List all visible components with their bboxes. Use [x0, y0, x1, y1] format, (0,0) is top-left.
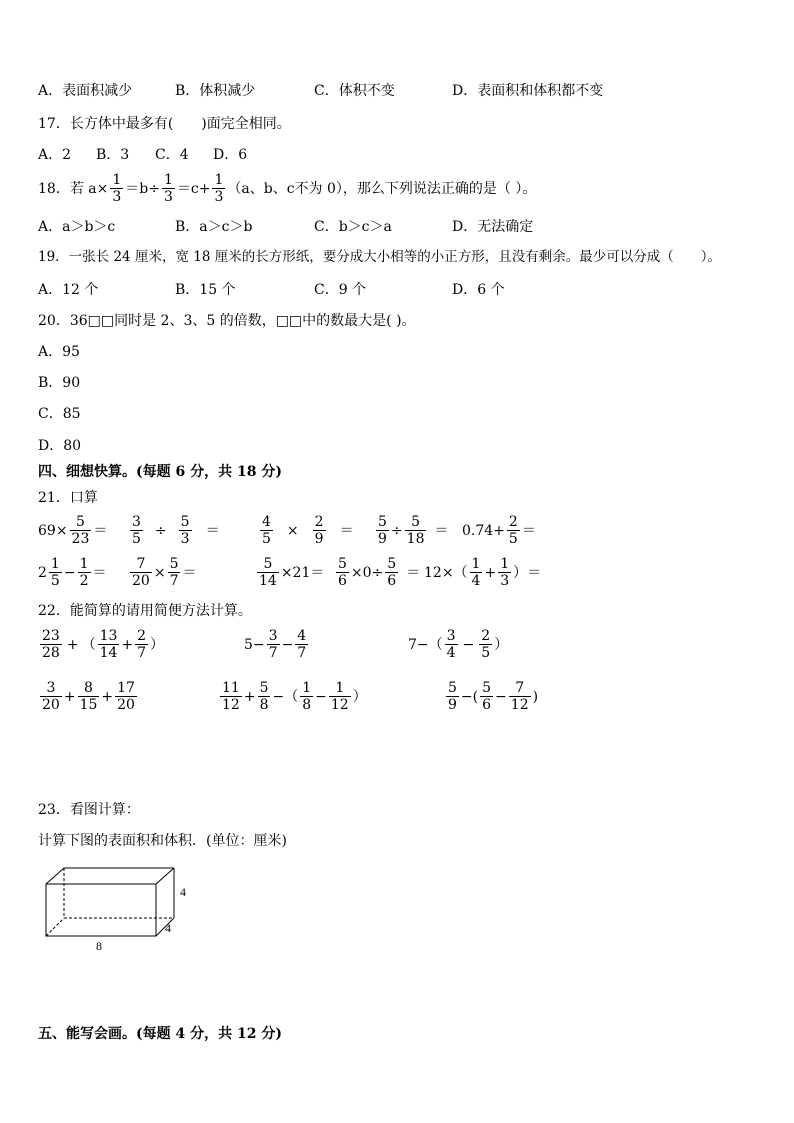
calc-item: 2 1 5 − $\frac{1}{2}$ ＝	[38, 556, 107, 589]
q22-stem: 22．能简算的请用简便方法计算。	[38, 603, 252, 619]
calc-item: $\frac{5}{6}$ ×0÷ $\frac{5}{6}$ ＝	[338, 556, 421, 589]
calc-item: $\frac{5}{9}$ ÷ $\frac{5}{18}$ ＝	[378, 514, 449, 547]
option-b: B．a＞c＞b	[175, 219, 253, 235]
option-d: D．无法确定	[452, 219, 534, 235]
q21-stem: 21．口算	[38, 490, 98, 506]
option-d: D．6	[213, 147, 248, 163]
calc-item: 12×（ 1 4 + $\frac{1}{3}$ ）＝	[424, 556, 542, 589]
option-c: C．4	[155, 147, 189, 163]
section-4-title: 四、细想快算。(每题 6 分，共 18 分)	[38, 464, 282, 480]
q20-option-d: D．80	[38, 438, 82, 454]
q20-option-a: A．95	[38, 344, 80, 360]
option-c: C．b＞c＞a	[314, 219, 392, 235]
option-d: D．表面积和体积都不变	[452, 83, 604, 99]
option-b: B．体积减少	[175, 83, 256, 99]
option-d: D．6 个	[452, 282, 505, 298]
calc-item: 5− $\frac{3}{7}$ − $\frac{4}{7}$	[244, 628, 307, 661]
height-label: 4	[180, 885, 186, 899]
calc-item: $\frac{5}{14}$ ×21＝	[259, 556, 325, 589]
fraction: $\frac{1}{3}$	[214, 172, 224, 205]
section-5-title: 五、能写会画。(每题 4 分，共 12 分)	[38, 1026, 282, 1042]
option-b: B．3	[96, 147, 130, 163]
q20-option-c: C．85	[38, 406, 81, 422]
calc-item: 23 28 + （ 13 14 + $\frac{2}{7}$ ）	[42, 628, 165, 661]
option-b: B．15 个	[175, 282, 236, 298]
calc-item: $\frac{4}{5}$ × $\frac{2}{9}$ ＝	[262, 514, 354, 547]
calc-item: 5 9 − ( 5 6 − $\frac{7}{12}$ )	[448, 680, 539, 713]
option-a: A．2	[38, 147, 72, 163]
cuboid-figure	[40, 860, 200, 955]
calc-item: 11 12 + $\frac{5}{8}$ − （ 1 8 − $\frac{1}{12}$ ）	[222, 680, 367, 713]
calc-item: $\frac{7}{20}$ × $\frac{5}{7}$ ＝	[132, 556, 197, 589]
q23-instruction: 计算下图的表面积和体积．(单位：厘米)	[38, 833, 287, 849]
q20-stem: 20．36□□同时是 2、3、5 的倍数，□□中的数最大是( )。	[38, 313, 416, 329]
option-a: A．12 个	[38, 282, 99, 298]
calc-item: 7−（ 3 4 − $\frac{2}{5}$ ）	[408, 628, 509, 661]
q20-option-b: B．90	[38, 375, 81, 391]
option-a: A．表面积减少	[38, 83, 133, 99]
q19-stem: 19．一张长 24 厘米，宽 18 厘米的长方形纸，要分成大小相等的小正方形，且没有剩余。最少可以分成（ ）。	[38, 249, 721, 265]
q17-stem: 17．长方体中最多有( )面完全相同。	[38, 116, 291, 132]
calc-item: $\frac{3}{5}$ ÷ $\frac{5}{3}$ ＝	[132, 514, 220, 547]
fraction: $\frac{1}{3}$	[112, 172, 122, 205]
calc-item: 3 20 + $\frac{8}{15}$ + $\frac{17}{20}$	[42, 680, 135, 713]
q18-stem: 18．若 a× $\frac{1}{3}$ ＝b÷ $\frac{1}{3}$ ＝c+ $\frac{1}{3}$ （a、b、c不为 0），那么下列说法正确的是（ ）。	[38, 172, 537, 205]
calc-item: 69× $\frac{5}{23}$ ＝	[38, 514, 108, 547]
q23-stem: 23．看图计算：	[38, 802, 140, 818]
fraction: $\frac{1}{3}$	[163, 172, 173, 205]
option-a: A．a＞b＞c	[38, 219, 116, 235]
width-label: 4	[165, 921, 171, 935]
calc-item: 0.74+ $\frac{2}{5}$ ＝	[462, 514, 536, 547]
length-label: 8	[96, 939, 102, 953]
option-c: C．9 个	[314, 282, 367, 298]
option-c: C．体积不变	[314, 83, 395, 99]
